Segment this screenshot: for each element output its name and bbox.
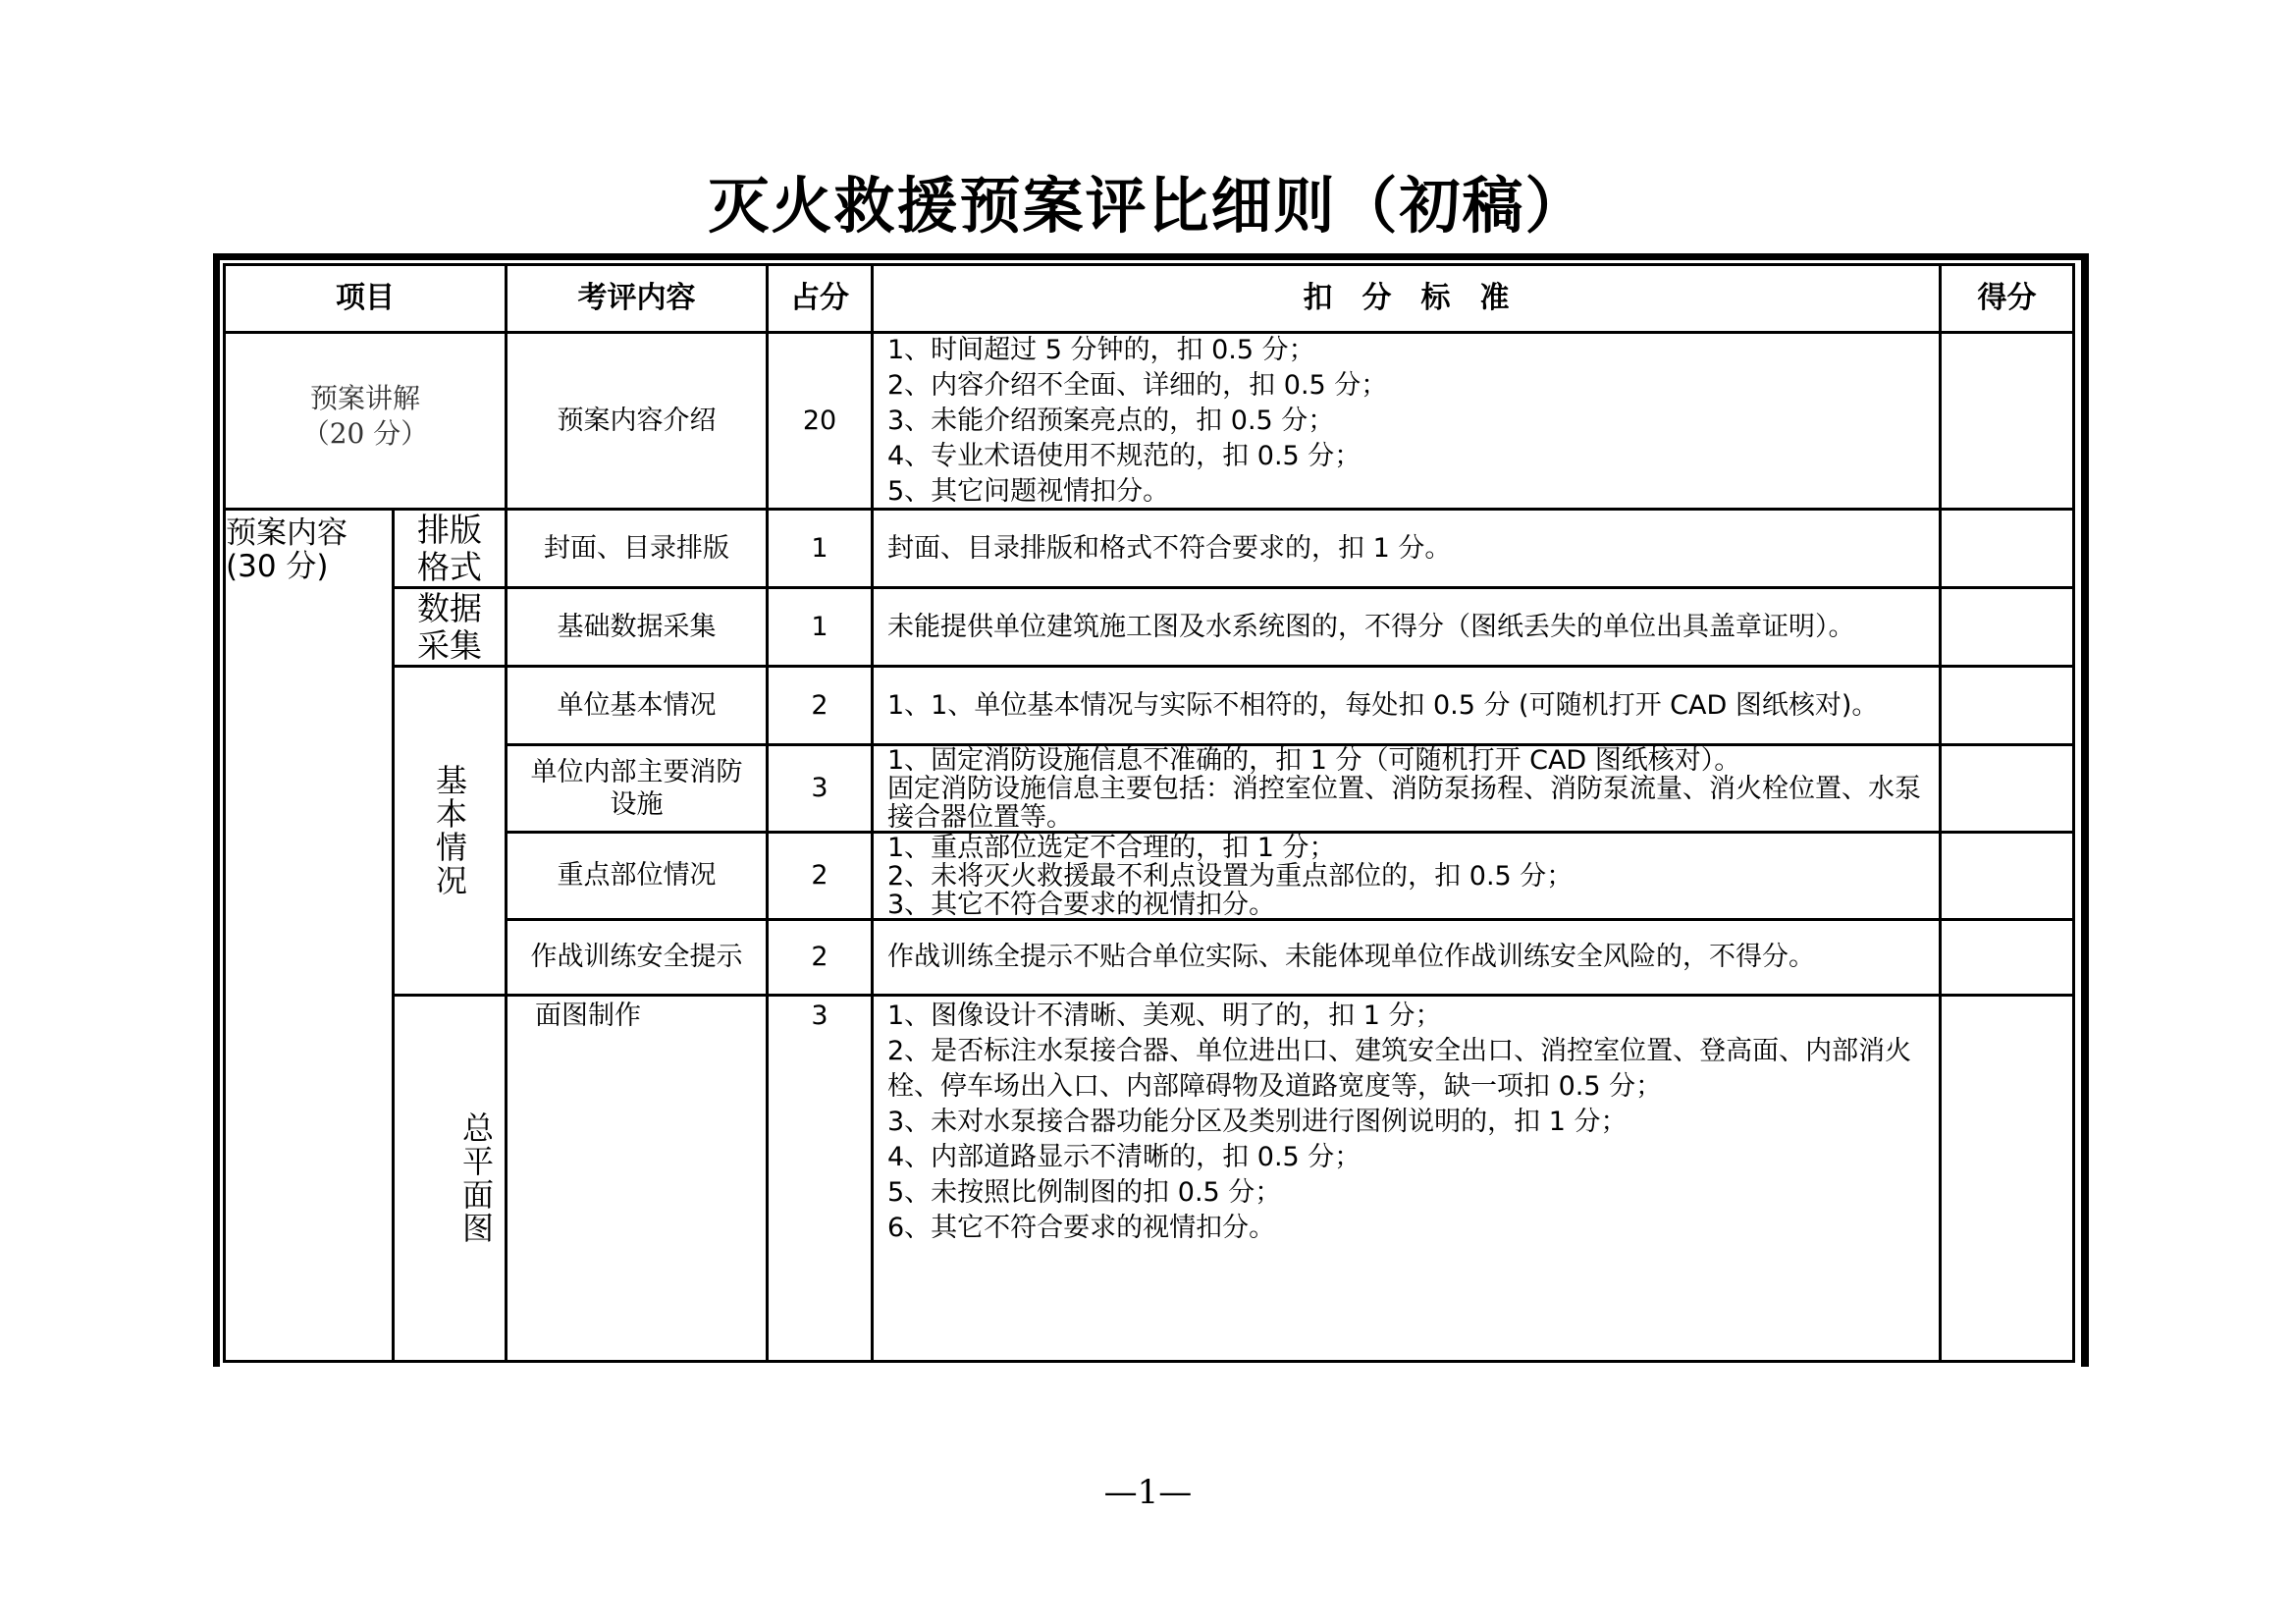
fire-facilities-line1: 单位内部主要消防 [530, 757, 743, 787]
layout-points-value: 1 [811, 532, 828, 564]
header-score [1942, 266, 2072, 334]
criteria-line: 3、其它不符合要求的视情扣分。 [887, 889, 1276, 920]
safety-tips-points-value: 2 [811, 942, 828, 972]
layout-score-field[interactable] [1942, 511, 2072, 589]
section-content-label [226, 511, 395, 1363]
fire-facilities-content [507, 746, 769, 834]
key-areas-score-field[interactable] [1942, 834, 2072, 921]
site-plan-points [769, 997, 874, 1360]
group-layout-label [395, 511, 507, 589]
criteria-line: 1、1、单位基本情况与实际不相符的，每处扣 0.5 分 (可随机打开 CAD 图纸核对)。 [887, 689, 1879, 721]
group-layout-line2: 格式 [417, 547, 482, 586]
fire-facilities-points-value: 3 [811, 773, 828, 803]
section-presentation-label [226, 334, 507, 511]
group-data-label [395, 589, 507, 668]
key-areas-points [769, 834, 874, 921]
presentation-score-field[interactable] [1942, 334, 2072, 511]
presentation-content-label: 预案内容介绍 [557, 405, 717, 436]
layout-criteria [874, 511, 1942, 589]
content-label-line1: 预案内容 [226, 515, 347, 551]
presentation-label-line2: （20 分） [301, 416, 429, 450]
criteria-line: 3、未对水泵接合器功能分区及类别进行图例说明的，扣 1 分； [887, 1107, 1628, 1137]
group-layout-line1: 排版 [417, 510, 482, 549]
basic-unit-score-field[interactable] [1942, 668, 2072, 746]
presentation-points [769, 334, 874, 511]
group-basic-text: 基本情况 [431, 764, 468, 897]
criteria-line: 2、是否标注水泵接合器、单位进出口、建筑安全出口、消控室位置、登高面、内部消火栓、停车场出入口、内部障碍物及道路宽度等，缺一项扣 0.5 分； [887, 1036, 1912, 1102]
data-points [769, 589, 874, 668]
header-item [226, 266, 507, 334]
criteria-line: 4、专业术语使用不规范的，扣 0.5 分； [887, 440, 1362, 471]
data-criteria [874, 589, 1942, 668]
criteria-line: 1、重点部位选定不合理的，扣 1 分； [887, 832, 1336, 863]
safety-tips-content-label: 作战训练安全提示 [530, 942, 743, 972]
criteria-line: 2、未将灭火救援最不利点设置为重点部位的，扣 0.5 分； [887, 860, 1574, 892]
safety-tips-content [507, 921, 769, 997]
site-plan-content-label: 面图制作 [535, 1001, 641, 1031]
key-areas-content [507, 834, 769, 921]
criteria-line: 封面、目录排版和格式不符合要求的，扣 1 分。 [887, 532, 1452, 564]
basic-unit-points [769, 668, 874, 746]
group-site-plan-label [395, 997, 507, 1360]
criteria-line: 5、其它问题视情扣分。 [887, 475, 1170, 507]
site-plan-score-field[interactable] [1942, 997, 2072, 1360]
safety-tips-score-field[interactable] [1942, 921, 2072, 997]
group-data-line2: 采集 [417, 625, 482, 665]
group-basic-label [395, 668, 507, 997]
presentation-label-line1: 预案讲解 [309, 381, 420, 414]
data-points-value: 1 [811, 611, 828, 642]
presentation-points-value: 20 [802, 405, 837, 436]
layout-content-label: 封面、目录排版 [544, 532, 729, 564]
basic-unit-points-value: 2 [811, 689, 828, 721]
basic-unit-criteria [874, 668, 1942, 746]
site-plan-points-value: 3 [811, 1001, 828, 1031]
data-score-field[interactable] [1942, 589, 2072, 668]
fire-facilities-line2: 设施 [610, 789, 664, 820]
fire-facilities-points [769, 746, 874, 834]
criteria-line: 未能提供单位建筑施工图及水系统图的，不得分（图纸丢失的单位出具盖章证明）。 [887, 611, 1855, 642]
group-data-line1: 数据 [417, 588, 482, 627]
criteria-line: 1、图像设计不清晰、美观、明了的，扣 1 分； [887, 1001, 1442, 1031]
criteria-line: 固定消防设施信息主要包括：消控室位置、消防泵扬程、消防泵流量、消火栓位置、水泵接合器位置等。 [887, 773, 1921, 833]
data-content [507, 589, 769, 668]
header-content [507, 266, 769, 334]
key-areas-points-value: 2 [811, 860, 828, 891]
criteria-line: 1、时间超过 5 分钟的，扣 0.5 分； [887, 334, 1315, 365]
header-points-label: 占分 [790, 281, 849, 315]
criteria-line: 2、内容介绍不全面、详细的，扣 0.5 分； [887, 369, 1388, 401]
content-label-line2: (30 分) [226, 549, 329, 584]
header-criteria-label: 扣 分 标 准 [1303, 281, 1510, 315]
basic-unit-content-label: 单位基本情况 [557, 689, 717, 721]
basic-unit-content [507, 668, 769, 746]
site-plan-criteria [874, 997, 1942, 1360]
fire-facilities-score-field[interactable] [1942, 746, 2072, 834]
evaluation-table [223, 263, 2075, 1363]
criteria-line: 5、未按照比例制图的扣 0.5 分； [887, 1177, 1282, 1208]
site-plan-content [507, 997, 769, 1360]
header-content-label: 考评内容 [577, 281, 696, 315]
data-content-label: 基础数据采集 [557, 611, 717, 642]
key-areas-criteria [874, 834, 1942, 921]
safety-tips-points [769, 921, 874, 997]
key-areas-content-label: 重点部位情况 [557, 860, 717, 891]
header-criteria [874, 266, 1942, 334]
layout-content [507, 511, 769, 589]
criteria-line: 作战训练全提示不贴合单位实际、未能体现单位作战训练安全风险的，不得分。 [887, 942, 1815, 972]
criteria-line: 6、其它不符合要求的视情扣分。 [887, 1213, 1276, 1243]
header-item-label: 项目 [336, 281, 395, 315]
header-points [769, 266, 874, 334]
page-number: —1— [1103, 1473, 1193, 1512]
presentation-criteria [874, 334, 1942, 511]
safety-tips-criteria [874, 921, 1942, 997]
fire-facilities-criteria [874, 746, 1942, 834]
criteria-line: 4、内部道路显示不清晰的，扣 0.5 分； [887, 1142, 1362, 1172]
header-score-label: 得分 [1977, 281, 2037, 315]
group-site-plan-text: 总平面图 [457, 1111, 495, 1245]
criteria-line: 3、未能介绍预案亮点的，扣 0.5 分； [887, 405, 1335, 436]
layout-points [769, 511, 874, 589]
presentation-content [507, 334, 769, 511]
criteria-line: 1、固定消防设施信息不准确的，扣 1 分（可随机打开 CAD 图纸核对）。 [887, 744, 1741, 776]
document-title: 灭火救援预案评比细则（初稿） [708, 170, 1588, 242]
